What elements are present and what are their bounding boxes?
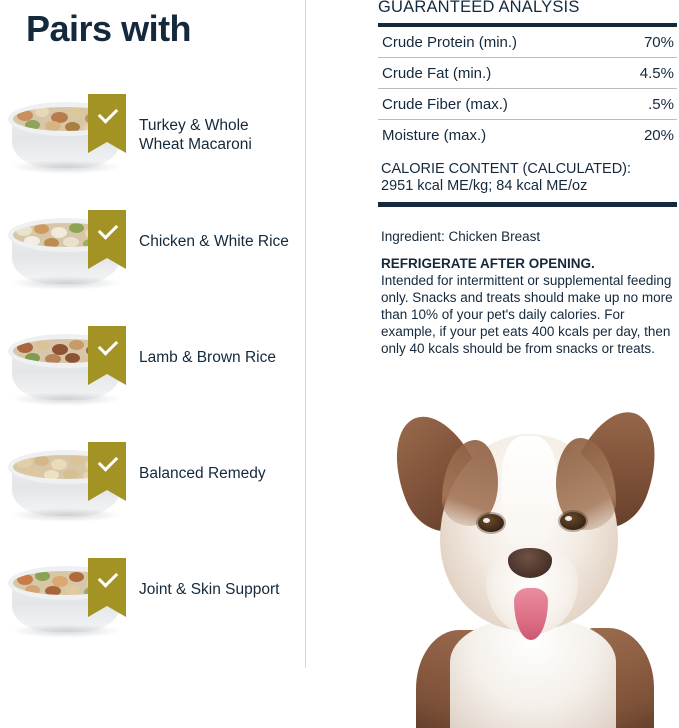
nutrient-name: Crude Fat (min.) — [378, 58, 609, 89]
nutrient-value: 4.5% — [609, 58, 677, 89]
list-item[interactable] — [0, 558, 300, 674]
nutrient-name: Moisture (max.) — [382, 127, 487, 144]
list-item[interactable] — [0, 94, 300, 210]
guaranteed-analysis-table — [378, 27, 677, 150]
ingredient-text: Ingredient: Chicken Breast — [381, 229, 541, 244]
dog-eye-right — [560, 512, 586, 530]
dog-illustration — [380, 392, 679, 728]
table-row — [378, 89, 677, 120]
dog-photo — [380, 392, 679, 728]
dog-blaze — [502, 436, 556, 556]
check-badge — [88, 210, 126, 258]
bowl-shadow — [10, 624, 122, 638]
check-icon — [98, 103, 119, 124]
nutrient-value: .5% — [609, 89, 677, 120]
check-badge — [88, 326, 126, 374]
calorie-content-value: 2951 kcal ME/kg; 84 kcal ME/oz — [381, 178, 588, 194]
table-row — [378, 27, 677, 58]
list-item[interactable] — [0, 326, 300, 442]
feeding-note: Intended for intermittent or supplemental feeding only. Snacks and treats should make up no more than 10% of your pet's daily calories. For example, if your pet eats 400 kcals per day, then only 40 kcals should be from snacks or treats. — [381, 273, 673, 356]
refrigerate-notice: REFRIGERATE AFTER OPENING. — [381, 256, 595, 271]
list-item-label: Balanced Remedy — [139, 465, 266, 482]
check-badge — [88, 558, 126, 606]
dog-eye-left — [478, 514, 504, 532]
pairs-with-section — [0, 0, 300, 728]
check-badge — [88, 94, 126, 142]
pairs-list — [0, 94, 300, 674]
nutrient-value: 70% — [609, 27, 677, 58]
list-item-label: Joint & Skin Support — [139, 581, 280, 598]
page-title: Pairs with — [26, 8, 192, 49]
list-item[interactable] — [0, 442, 300, 558]
bowl-shadow — [10, 160, 122, 174]
bowl-shadow — [10, 508, 122, 522]
check-icon — [98, 567, 119, 588]
vertical-divider — [305, 0, 306, 668]
check-icon — [98, 219, 119, 240]
guaranteed-analysis-title: GUARANTEED ANALYSIS — [378, 0, 580, 16]
check-badge — [88, 442, 126, 490]
nutrient-name: Crude Fiber (max.) — [378, 89, 609, 120]
nutrient-value: 20% — [643, 127, 674, 144]
bowl-shadow — [10, 392, 122, 406]
list-item[interactable] — [0, 210, 300, 326]
nutrient-name: Crude Protein (min.) — [378, 27, 609, 58]
list-item-label: Turkey & Whole Wheat Macaroni — [139, 117, 252, 153]
rule-bottom — [378, 202, 677, 207]
table-row — [378, 120, 677, 151]
table-row — [378, 58, 677, 89]
list-item-label: Chicken & White Rice — [139, 233, 289, 250]
check-icon — [98, 335, 119, 356]
check-icon — [98, 451, 119, 472]
list-item-label: Lamb & Brown Rice — [139, 349, 276, 366]
bowl-shadow — [10, 276, 122, 290]
calorie-content-heading: CALORIE CONTENT (CALCULATED): — [381, 161, 632, 177]
